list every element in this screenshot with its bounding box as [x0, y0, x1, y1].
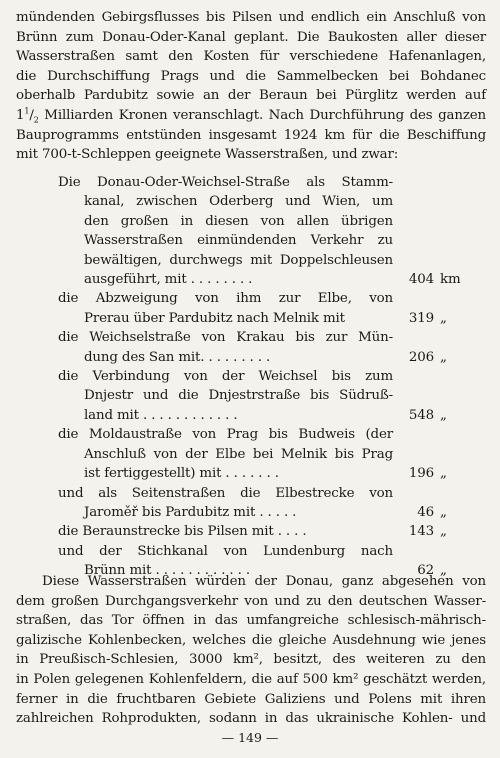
page-number: — 149 — [221, 730, 279, 745]
length-unit: „ [440, 504, 447, 520]
length-value: 46 [417, 504, 434, 520]
waterway-description [58, 289, 393, 328]
fraction-whole: 1 [16, 107, 25, 123]
waterway-description-line: ist fertiggestellt) mit . . . . . . . [84, 466, 279, 482]
text-line: in Preußisch-Schlesien, 3000 km², besitzt, des weiteren zu den [16, 652, 486, 668]
text-line: dem großen Durchgangsverkehr von und zu den deutschen Wasser- [16, 593, 486, 609]
length-unit: „ [440, 349, 447, 365]
waterway-description [58, 425, 393, 483]
waterway-length [400, 522, 478, 541]
length-unit: „ [440, 466, 447, 482]
text-line-with-fraction: $1^1/_2$ Milliarden Kronen veranschlagt. Nach Durchführung des ganzen [16, 106, 487, 125]
length-value: 62 [417, 563, 434, 579]
fraction-numerator: 1 [24, 106, 30, 116]
text-line: ferner in die fruchtbaren Gebiete Galiziens und Polens mit ihren [16, 691, 486, 707]
text-line: Bauprogramms entstünden insgesamt 1924 km für die Beschiffung [16, 127, 486, 143]
text-line-rest: Milliarden Kronen veranschlagt. Nach Durchführung des ganzen [44, 107, 487, 123]
top-paragraph [16, 8, 486, 165]
waterway-item [58, 425, 478, 483]
waterway-length [400, 309, 478, 328]
fraction-denominator: 2 [33, 115, 39, 125]
waterway-description [58, 484, 393, 523]
waterway-description-line: die Beraunstrecke bis Pilsen mit . . . . [58, 524, 307, 540]
waterway-list [58, 173, 478, 581]
length-unit: „ [440, 407, 447, 423]
text-line: zahlreichen Rohprodukten, sodann in das ukrainische Kohlen- und [16, 711, 486, 727]
waterway-item [58, 484, 478, 523]
waterway-description-line: die Verbindung von der Weichsel bis zum [58, 369, 393, 385]
waterway-item [58, 522, 478, 541]
waterway-description-line: land mit . . . . . . . . . . . . [84, 407, 238, 423]
waterway-length [400, 348, 478, 367]
length-unit: „ [440, 310, 447, 326]
waterway-item [58, 173, 478, 289]
length-unit: „ [440, 563, 447, 579]
text-line: oberhalb Pardubitz sowie an der Beraun bei Pürglitz werden auf [16, 88, 486, 104]
length-value: 319 [408, 310, 434, 326]
waterway-item [58, 289, 478, 328]
waterway-description-line: dung des San mit. . . . . . . . . [84, 349, 271, 365]
text-line: in Polen gelegenen Kohlenfeldern, die auf 500 km² geschätzt werden, [16, 671, 486, 687]
waterway-description-line: den großen in diesen von allen übrigen [84, 213, 393, 229]
length-value: 404 [408, 272, 434, 288]
waterway-length [400, 406, 478, 425]
waterway-item [58, 328, 478, 367]
waterway-description-line: die Abzweigung von ihm zur Elbe, von [58, 291, 393, 307]
waterway-length [400, 503, 478, 522]
length-value: 548 [408, 407, 434, 423]
waterway-description [58, 522, 393, 541]
waterway-description-line: Brünn mit . . . . . . . . . . . . [84, 563, 250, 579]
waterway-description-line: bewältigen, durchwegs mit Doppelschleusen [84, 252, 393, 268]
waterway-length [400, 464, 478, 483]
waterway-description-line: die Moldaustraße von Prag bis Budweis (der [58, 427, 393, 443]
waterway-description-line: und der Stichkanal von Lundenburg nach [58, 543, 393, 559]
waterway-length [400, 270, 478, 289]
text-line: die Durchschiffung Prags und die Sammelbecken bei Bohdanec [16, 68, 486, 84]
text-line: Brünn zum Donau-Oder-Kanal geplant. Die Baukosten aller dieser [16, 29, 486, 45]
text-line: Wasserstraßen samt den Kosten für verschiedene Hafenanlagen, [16, 49, 486, 65]
length-unit: km [440, 272, 461, 288]
waterway-description-line: ausgeführt, mit . . . . . . . . [84, 272, 253, 288]
waterway-description-line: Die Donau-Oder-Weichsel-Straße als Stamm- [58, 175, 393, 190]
waterway-description [58, 328, 393, 367]
waterway-description-line: kanal, zwischen Oderberg und Wien, um [84, 194, 393, 210]
length-value: 143 [408, 524, 434, 540]
text-line: Diese Wasserstraßen würden der Donau, ganz abgesehen von [42, 574, 486, 589]
waterway-item [58, 367, 478, 425]
length-unit: „ [440, 524, 447, 540]
waterway-description-line: Dnjestr und die Dnjestrstraße bis Südruß- [84, 388, 393, 404]
waterway-description-line: und als Seitenstraßen die Elbestrecke von [58, 485, 393, 501]
length-value: 206 [408, 349, 434, 365]
text-line: galizische Kohlenbecken, welches die gleiche Ausdehnung wie jenes [16, 632, 486, 648]
bottom-paragraph [16, 572, 486, 729]
text-line: straßen, das Tor öffnen in das umfangreiche schlesisch-mährisch- [16, 613, 486, 629]
waterway-description [58, 367, 393, 425]
waterway-description-line: die Weichselstraße von Krakau bis zur Mün- [58, 330, 393, 346]
waterway-description-line: Jaroměř bis Pardubitz mit . . . . . [84, 504, 297, 520]
text-line: mündenden Gebirgsflusses bis Pilsen und endlich ein Anschluß von [16, 10, 486, 25]
waterway-description-line: Anschluß von der Elbe bei Melnik bis Prag [84, 446, 393, 462]
waterway-description [58, 173, 393, 289]
length-value: 196 [408, 466, 434, 482]
waterway-description-line: Wasserstraßen einmündenden Verkehr zu [84, 233, 393, 249]
text-line: mit 700-t-Schleppen geeignete Wasserstraßen, und zwar: [16, 147, 399, 163]
waterway-description-line: Prerau über Pardubitz nach Melnik mit [84, 310, 345, 326]
